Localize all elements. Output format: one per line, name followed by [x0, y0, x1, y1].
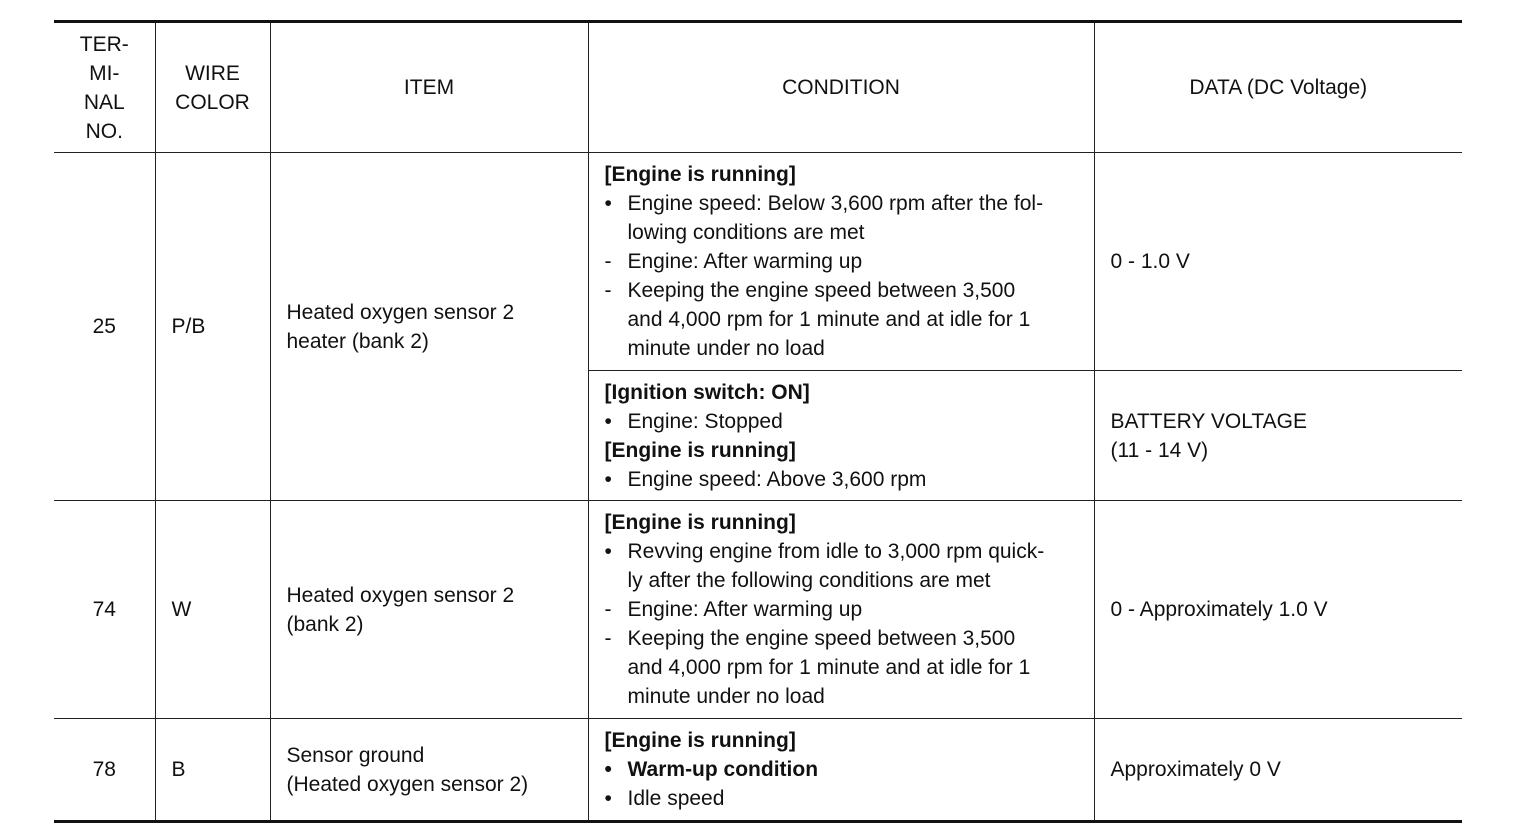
terminal-no-cell: 25	[54, 153, 155, 501]
data-cell: 0 - 1.0 V	[1094, 153, 1462, 371]
bullet-marker: •	[604, 192, 612, 215]
bullet-marker: •	[604, 540, 612, 563]
header-item: ITEM	[270, 22, 588, 153]
dash-marker: -	[604, 627, 612, 650]
table-row	[54, 501, 1462, 719]
header-data: DATA (DC Voltage)	[1094, 22, 1462, 153]
bullet-marker: •	[604, 409, 612, 433]
condition-cell: [Engine is running] • Warm-up condition • Idle speed	[588, 719, 1094, 822]
wire-color-cell: W	[155, 501, 270, 719]
bullet-marker: •	[604, 758, 612, 781]
item-cell: Heated oxygen sensor 2 (bank 2)	[270, 501, 588, 719]
dash-marker: -	[604, 279, 612, 302]
header-condition: CONDITION	[588, 22, 1094, 153]
header-wire-color: WIRE COLOR	[155, 22, 270, 153]
condition-cell: [Engine is running] • Engine speed: Below 3,600 rpm after the fol- lowing conditions are met - Engine: After warming up - Keeping the engine speed between 3,500 and 4,000 rpm for 1 minute and at idle for 1 minute under no load	[588, 153, 1094, 371]
item-cell: Heated oxygen sensor 2 heater (bank 2)	[270, 153, 588, 501]
header-terminal-no: TER- MI- NAL NO.	[54, 22, 155, 153]
wire-color-cell: B	[155, 719, 270, 822]
table-row	[54, 153, 1462, 371]
wire-color-cell: P/B	[155, 153, 270, 501]
header-row	[54, 22, 1462, 153]
dash-marker: -	[604, 250, 612, 273]
terminal-data-table	[54, 20, 1462, 823]
condition-cell: [Engine is running] • Revving engine from idle to 3,000 rpm quick- ly after the following conditions are met - Engine: After warming up - Keeping the engine speed between 3,500 and 4,000 rpm for 1 minute and at idle for 1 minute under no load	[588, 501, 1094, 719]
data-cell: BATTERY VOLTAGE (11 - 14 V)	[1094, 371, 1462, 501]
data-cell: Approximately 0 V	[1094, 719, 1462, 822]
terminal-no-cell: 74	[54, 501, 155, 719]
bullet-marker: •	[604, 787, 612, 810]
terminal-no-cell: 78	[54, 719, 155, 822]
condition-cell: [Ignition switch: ON] • Engine: Stopped [Engine is running] • Engine speed: Above 3,600 rpm	[588, 371, 1094, 501]
data-cell: 0 - Approximately 1.0 V	[1094, 501, 1462, 719]
dash-marker: -	[604, 598, 612, 621]
bullet-marker: •	[604, 467, 612, 491]
item-cell: Sensor ground (Heated oxygen sensor 2)	[270, 719, 588, 822]
table-row	[54, 719, 1462, 822]
